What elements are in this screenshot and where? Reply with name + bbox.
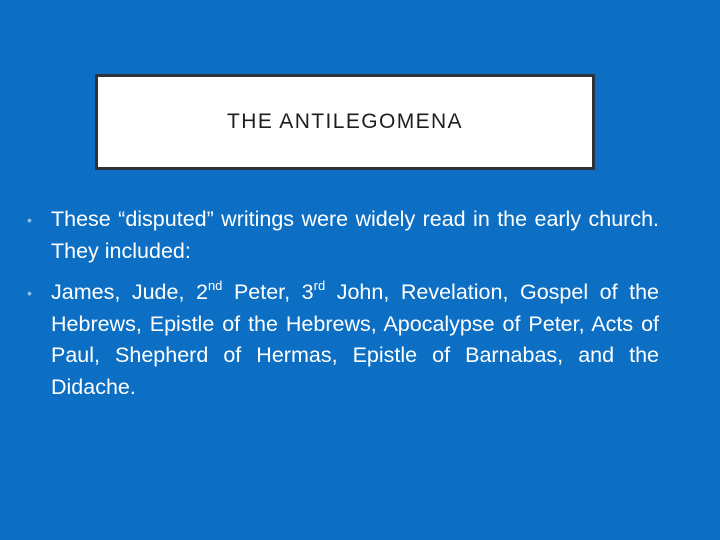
bullet-text-part: John, Revelation, Gospel of the Hebrews, Epistle of the Hebrews, Apocalypse of Peter, Acts of Paul, Shepherd of Hermas, Epistle of Barnabas, and the Didache. xyxy=(51,280,659,399)
bullet-text-part: James, Jude, 2 xyxy=(51,280,208,304)
bullet-text: These “disputed” writings were widely read in the early church. They included: xyxy=(51,207,659,263)
bullet-list xyxy=(27,204,659,413)
ordinal-suffix: nd xyxy=(207,277,223,293)
bullet-item xyxy=(27,204,659,267)
bullet-text-part: Peter, 3 xyxy=(222,280,314,304)
bullet-marker: • xyxy=(27,212,32,228)
title-box xyxy=(95,74,595,170)
bullet-item xyxy=(27,277,659,403)
ordinal-suffix: rd xyxy=(313,277,326,293)
slide-title: THE ANTILEGOMENA xyxy=(227,110,463,133)
bullet-marker: • xyxy=(27,285,32,301)
bullet-text xyxy=(51,277,659,403)
